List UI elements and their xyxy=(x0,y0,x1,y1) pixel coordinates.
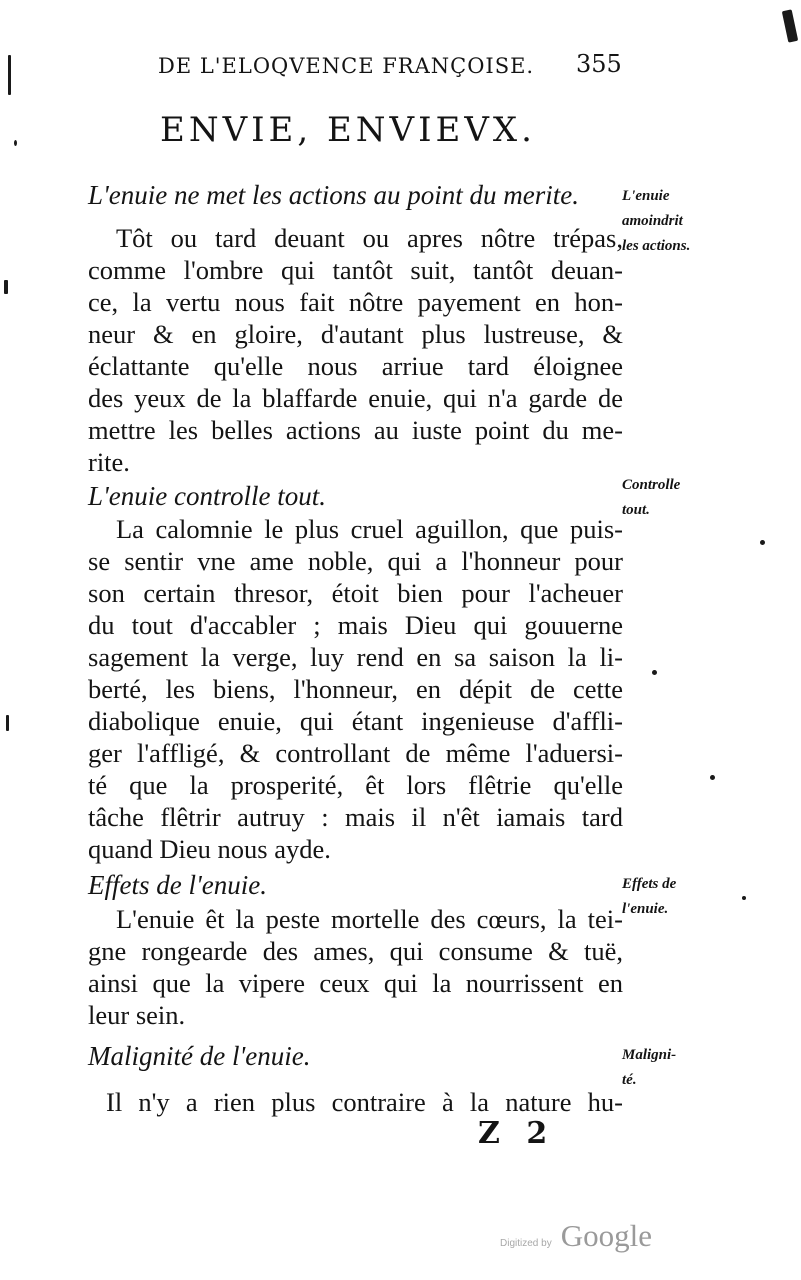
subheading-malignite: Malignité de l'enuie. xyxy=(88,1041,311,1071)
section-title: ENVIE, ENVIEVX. xyxy=(160,110,536,150)
text-line: Il n'y a rien plus contraire à la nature hu- xyxy=(106,1087,623,1117)
margin-note-controlle xyxy=(622,473,680,523)
paragraph-actions xyxy=(88,222,623,478)
text-line: rite. xyxy=(88,447,130,477)
scan-speck xyxy=(652,670,657,675)
paragraph-effets xyxy=(88,903,623,1031)
margin-note-line: Effets de xyxy=(622,876,677,892)
subheading-actions: L'enuie ne met les actions au point du merite. xyxy=(88,180,579,210)
margin-note-line: amoindrit xyxy=(622,213,683,229)
margin-note-line: Controlle xyxy=(622,477,681,493)
text-line: ger l'affligé, & controllant de même l'aduersi- xyxy=(88,738,623,768)
text-line: quand Dieu nous ayde. xyxy=(88,834,331,864)
text-line: comme l'ombre qui tantôt suit, tantôt deuan- xyxy=(88,255,623,285)
margin-note-effets xyxy=(622,872,676,922)
page-number: 355 xyxy=(576,50,622,78)
text-line: mettre les belles actions au iuste point du me- xyxy=(88,415,623,445)
text-line: L'enuie êt la peste mortelle des cœurs, la tei- xyxy=(116,904,623,934)
running-head: DE L'ELOQVENCE FRANÇOISE. xyxy=(158,54,535,78)
watermark-prefix: Digitized by xyxy=(500,1238,552,1249)
margin-note-line: l'enuie. xyxy=(622,901,669,917)
google-logo: Google xyxy=(560,1218,653,1253)
text-line: Tôt ou tard deuant ou apres nôtre trépas, xyxy=(116,223,623,253)
paragraph-controlle xyxy=(88,513,623,865)
scan-speck xyxy=(710,775,715,780)
scan-speck xyxy=(742,896,746,900)
scan-speck xyxy=(6,715,9,731)
text-line: éclattante qu'elle nous arriue tard éloignee xyxy=(88,351,623,381)
text-line: diabolique enuie, qui étant ingenieuse d'affli- xyxy=(88,706,623,736)
scan-speck xyxy=(4,280,8,294)
text-line: gne rongearde des ames, qui consume & tuë, xyxy=(88,936,623,966)
text-line: ainsi que la vipere ceux qui la nourrissent en xyxy=(88,968,623,998)
text-line: du tout d'accabler ; mais Dieu qui gouuerne xyxy=(88,610,623,640)
signature-mark: Z 2 xyxy=(478,1116,556,1151)
text-line: ce, la vertu nous fait nôtre payement en hon- xyxy=(88,287,623,317)
text-line: sagement la verge, luy rend en sa saison la li- xyxy=(88,642,623,672)
scan-speck xyxy=(14,140,17,146)
subheading-controlle: L'enuie controlle tout. xyxy=(88,481,326,511)
margin-note-actions xyxy=(622,184,690,259)
text-line: des yeux de la blaffarde enuie, qui n'a garde de xyxy=(88,383,623,413)
paragraph-malignite xyxy=(88,1086,623,1118)
text-line: berté, les biens, l'honneur, en dépit de cette xyxy=(88,674,623,704)
scan-speck xyxy=(782,9,798,42)
text-line: neur & en gloire, d'autant plus lustreuse, & xyxy=(88,319,623,349)
margin-note-line: tout. xyxy=(622,502,650,518)
text-line: té que la prosperité, êt lors flêtrie qu'elle xyxy=(88,770,623,800)
margin-note-line: L'enuie xyxy=(622,188,670,204)
margin-note-line: Maligni- xyxy=(622,1047,677,1063)
margin-note-malignite xyxy=(622,1043,676,1093)
margin-note-line: les actions. xyxy=(622,238,691,254)
text-line: tâche flêtrir autruy : mais il n'êt iamais tard xyxy=(88,802,623,832)
scan-speck xyxy=(8,55,11,95)
subheading-effets: Effets de l'enuie. xyxy=(88,870,267,900)
margin-note-line: té. xyxy=(622,1072,637,1088)
text-line: son certain thresor, étoit bien pour l'acheuer xyxy=(88,578,623,608)
text-line: se sentir vne ame noble, qui a l'honneur pour xyxy=(88,546,623,576)
scan-speck xyxy=(760,540,765,545)
text-line: La calomnie le plus cruel aguillon, que puis- xyxy=(116,514,623,544)
digitized-watermark xyxy=(500,1218,652,1254)
text-line: leur sein. xyxy=(88,1000,186,1030)
